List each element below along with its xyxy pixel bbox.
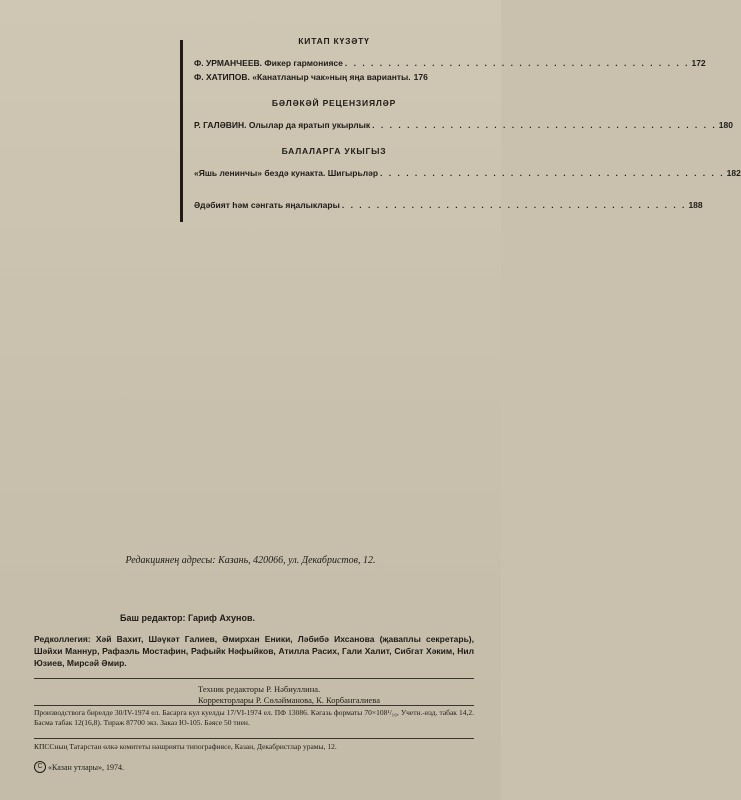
toc-entry[interactable]	[194, 118, 733, 132]
toc-page-number: 176	[413, 72, 428, 82]
editorial-address: Редакциянең адресы: Казань, 420066, ул. Декабристов, 12.	[125, 555, 376, 566]
toc-author: Ф. УРМАНЧЕЕВ.	[194, 58, 262, 68]
toc-page-number: 188	[688, 200, 703, 210]
toc-entry[interactable]	[194, 198, 703, 212]
editor-label: Баш редактор:	[120, 613, 186, 623]
board-members: Хәй Вахит, Шәүкәт Галиев, Әмирхан Еники, Ләбибә Ихсанова (җаваплы секретарь), Шәйхи Маннур, Рафаэль Мостафин, Рафыйк Нәфыйков, Атилла Расих, Гали Халит, Сибгат Хәким, Нил Юзиев, Мирсәй Әмир.	[34, 634, 474, 668]
table-of-contents	[194, 36, 741, 212]
toc-entry[interactable]	[194, 166, 741, 180]
toc-vertical-rule	[180, 40, 183, 222]
toc-leader-dots	[343, 56, 692, 70]
editorial-board	[34, 633, 474, 669]
toc-author: Ф. ХАТИПОВ.	[194, 72, 250, 82]
toc-page-number: 172	[691, 58, 706, 68]
divider	[34, 678, 474, 679]
board-label: Редколлегия:	[34, 634, 91, 644]
toc-leader-dots	[340, 198, 689, 212]
toc-entry[interactable]	[194, 56, 706, 70]
toc-page-number: 182	[726, 168, 741, 178]
toc-title: Олылар да яратып укырлык	[248, 120, 371, 130]
copyright-icon: C	[34, 761, 46, 773]
toc-title: Фикер гармониясе	[264, 58, 343, 68]
toc-section-heading: БӘЛӘКӘЙ РЕЦЕНЗИЯЛӘР	[271, 98, 397, 108]
publication-details: Производствога бирелде 30/IV-1974 ел. Басарга кул куелды 17/VI-1974 ел. ПФ 13086. Кәгазь форматы 70×108¹/₁₆, Учетн.-изд. табак 14,2. Басма табак 12(16,8). Тираж 87700 экз. Заказ Ю-105. Бәясе 50 тиен.	[34, 708, 474, 727]
divider	[34, 705, 474, 706]
editor-name: Гариф Ахунов.	[188, 613, 255, 623]
toc-entry[interactable]	[194, 70, 474, 84]
copyright-line	[34, 761, 124, 773]
divider	[34, 738, 474, 739]
proofreaders: Корректорлары Р. Сөләйманова, К. Корбангалиева	[198, 695, 380, 705]
editor-in-chief	[120, 613, 255, 623]
copyright-text: «Казан утлары», 1974.	[48, 762, 124, 772]
technical-staff	[198, 684, 380, 706]
toc-title: бездә кунакта. Шигырьләр	[264, 168, 379, 178]
toc-title: Әдәбият һәм сәнгать яңалыклары	[194, 200, 340, 210]
tech-editor: Техник редакторы Р. Нәбиуллина.	[198, 684, 321, 694]
toc-section-heading: БАЛАЛАРГА УКЫГЫЗ	[281, 146, 387, 156]
printer-info: КПССның Татарстан өлкә комитеты нәшрияты типографиясе, Казан, Декабристлар урамы, 12.	[34, 742, 337, 751]
toc-author: Р. ГАЛӘВИН.	[194, 120, 247, 130]
toc-leader-dots	[378, 166, 727, 180]
toc-author: «Яшь ленинчы»	[194, 168, 262, 178]
toc-leader-dots	[370, 118, 719, 132]
toc-section-heading: КИТАП КҮЗӘТҮ	[298, 36, 370, 46]
toc-title: «Канатланыр чак»ның яңа варианты.	[252, 72, 411, 82]
toc-page-number: 180	[718, 120, 733, 130]
